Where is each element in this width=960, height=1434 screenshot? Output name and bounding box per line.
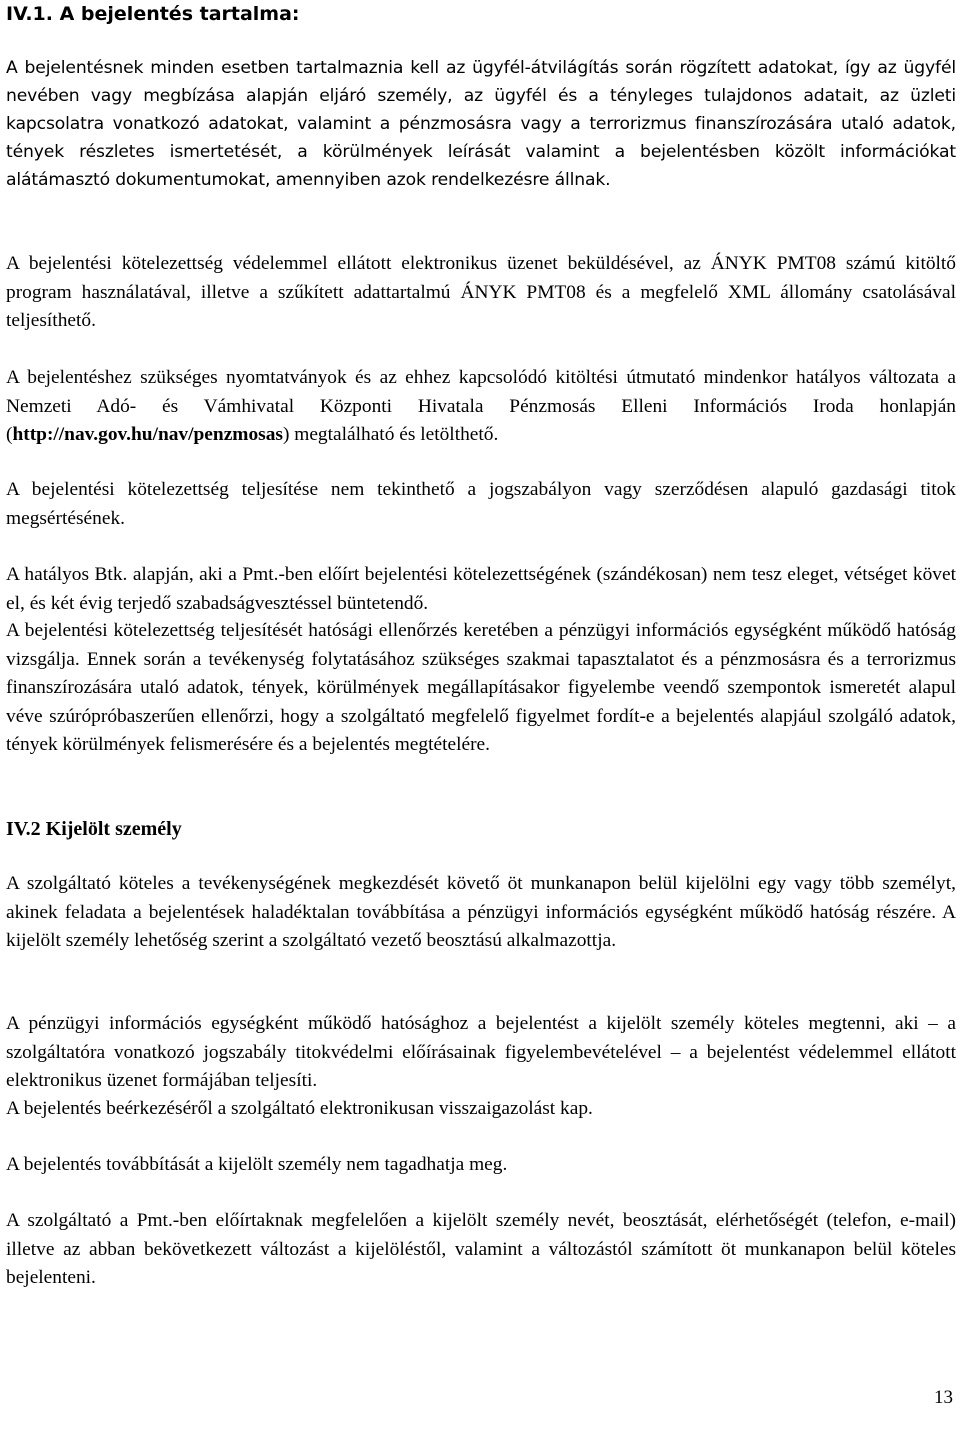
paragraph-criminal-code: A hatályos Btk. alapján, aki a Pmt.-ben előírt bejelentési kötelezettségének (szándékosan) nem tesz eleget, vétséget követ el, és két évig terjedő szabadságvesztéssel büntetendő.	[6, 564, 956, 614]
paragraph-electronic-submission: A bejelentési kötelezettség védelemmel ellátott elektronikus üzenet beküldésével, az ÁNYK PMT08 számú kitöltő program használatával, illetve a szűkített adattartalmú ÁNYK PMT08 és a megfelelő XML állomány csatolásával teljesíthető.	[6, 253, 956, 332]
paragraph-confirmation: A bejelentés beérkezéséről a szolgáltató elektronikusan visszaigazolást kap.	[6, 1098, 593, 1119]
nav-link[interactable]: http://nav.gov.hu/nav/penzmosas	[12, 424, 283, 446]
paragraph-trade-secret: A bejelentési kötelezettség teljesítése nem tekinthető a jogszabályon vagy szerződésen alapuló gazdasági titok megsértésének.	[6, 479, 956, 529]
paragraph-designate-person: A szolgáltató köteles a tevékenységének megkezdését követő öt munkanapon belül kijelölni egy vagy több személyt, akinek feladata a bejelentések haladéktalan továbbítása a pénzügyi információs egységként működő hatóság részére. A kijelölt személy lehetőség szerint a szolgáltató vezető beosztású alkalmazottja.	[6, 873, 956, 952]
paragraph-forms-location	[6, 364, 956, 450]
paragraph-notify-changes: A szolgáltató a Pmt.-ben előírtaknak megfelelően a kijelölt személy nevét, beosztását, elérhetőségét (telefon, e-mail) illetve az abban bekövetkezett változást a kijelöléstől, valamint a változástól számított öt munkanapon belül köteles bejelenteni.	[6, 1210, 956, 1289]
paragraph-content-requirements: A bejelentésnek minden esetben tartalmaznia kell az ügyfél-átvilágítás során rögzített adatokat, így az ügyfél nevében vagy megbízása alapján eljáró személy, az ügyfél és a tényleges tulajdonos adatait, az üzleti kapcsolatra vonatkozó adatokat, valamint a pénzmosásra vagy a terrorizmus finanszírozására utaló adatok, tények részletes ismertetését, a körülmények leírását valamint a bejelentésben közölt információkat alátámasztó dokumentumokat, amennyiben azok rendelkezésre állnak.	[6, 58, 956, 190]
forms-text-after: ) megtalálható és letölthető.	[282, 424, 499, 446]
paragraph-authority-inspection: A bejelentési kötelezettség teljesítését hatósági ellenőrzés keretében a pénzügyi információs egységként működő hatóság vizsgálja. Ennek során a tevékenység folytatásához szükséges szakmai tapasztalatot és a pénzmosásra és a terrorizmus finanszírozására utaló adatok, tények, körülmények megállapításakor figyelembe veendő szempontok ismeretét alapul véve szúrópróbaszerűen ellenőrzi, hogy a szolgáltató megfelelő figyelmet fordít-e a bejelentés alapjául szolgáló adatok, tények körülmények felismerésére és a bejelentés megtételére.	[6, 620, 956, 756]
page-number: 13	[934, 1387, 953, 1408]
paragraph-no-refusal: A bejelentés továbbítását a kijelölt személy nem tagadhatja meg.	[6, 1154, 508, 1175]
paragraph-reporting-duty: A pénzügyi információs egységként működő hatósághoz a bejelentést a kijelölt személy köteles megtenni, aki – a szolgáltatóra vonatkozó jogszabály titokvédelmi előírásainak figyelembevételével – a bejelentést védelemmel ellátott elektronikus üzenet formájában teljesíti.	[6, 1013, 956, 1092]
section-heading-iv2: IV.2 Kijelölt személy	[6, 818, 182, 840]
forms-text-before: A bejelentéshez szükséges nyomtatványok és az ehhez kapcsolódó kitöltési útmutató mindenkor hatályos változata a Nemzeti Adó- és Vámhivatal Központi Hivatala Pénzmosás Elleni Információs Iroda honlapján (	[6, 367, 956, 446]
section-heading-iv1: IV.1. A bejelentés tartalma:	[6, 3, 300, 25]
